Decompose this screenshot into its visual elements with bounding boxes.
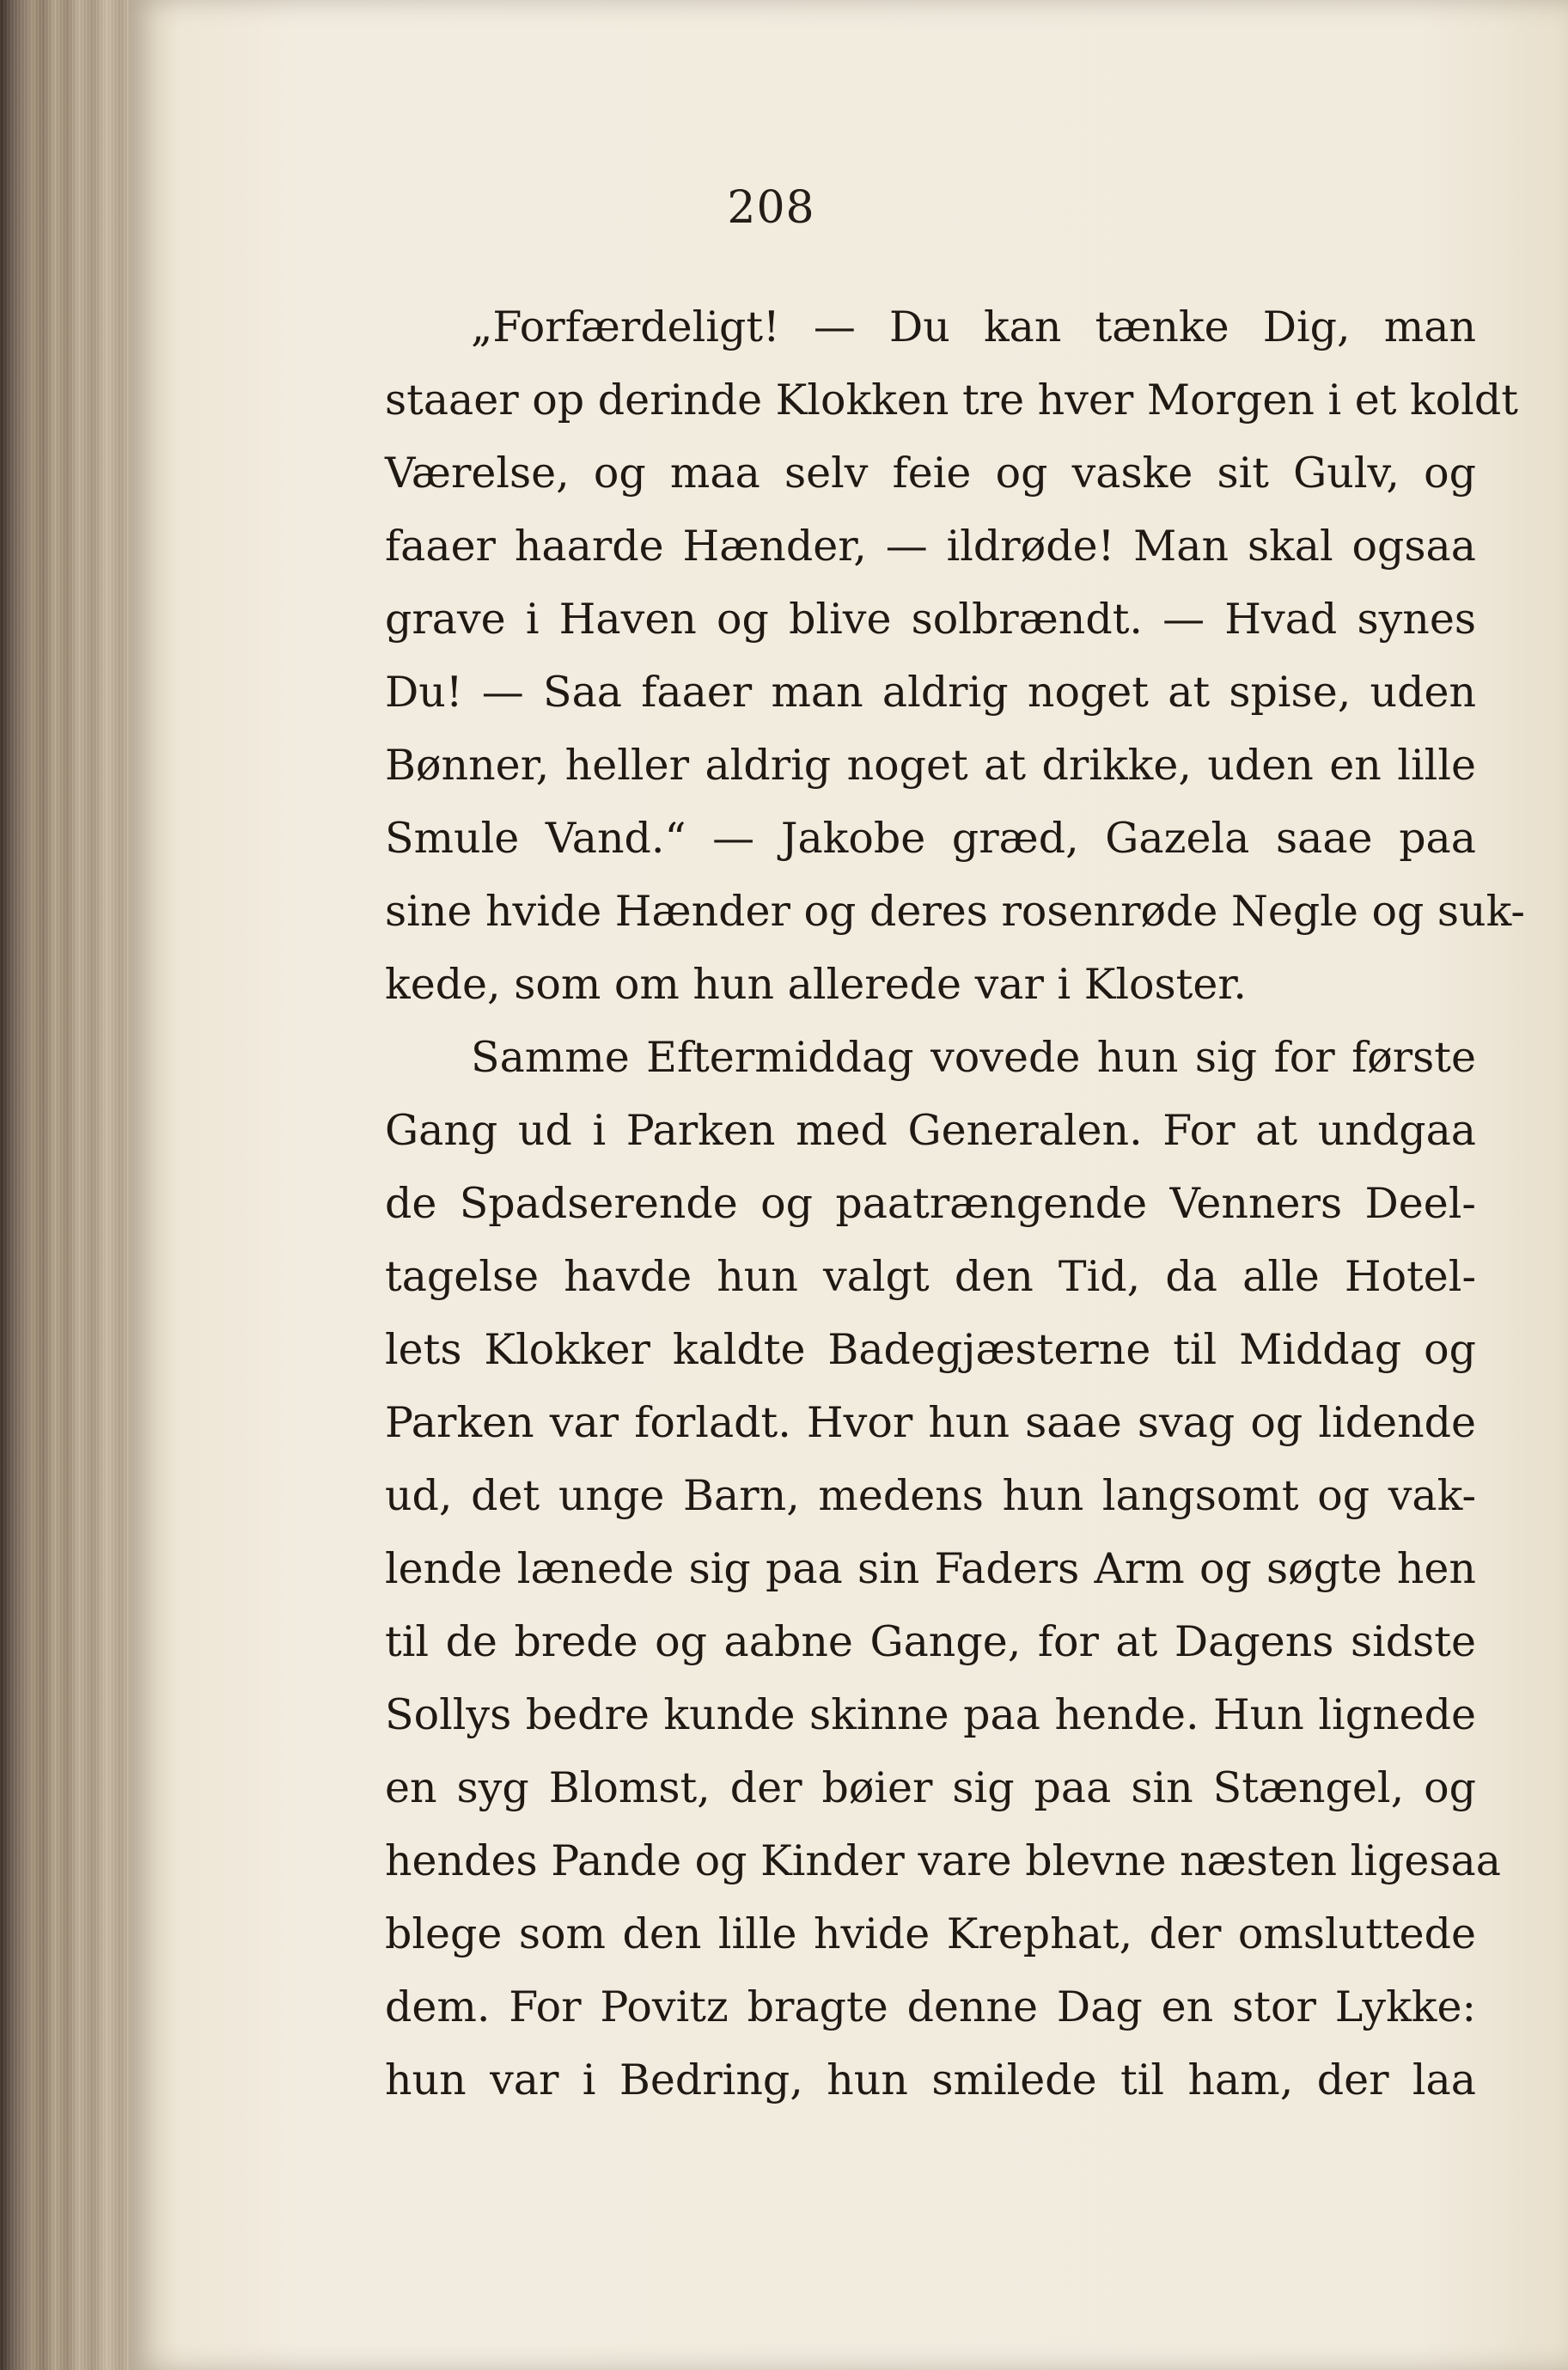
text-line: Værelse, og maa selv feie og vaske sit Gulv, og <box>385 449 1476 498</box>
text-line: dem. For Povitz bragte denne Dag en stor Lykke: <box>385 1982 1476 2031</box>
text-line: tagelse havde hun valgt den Tid, da alle Hotel- <box>385 1252 1476 1301</box>
text-line: en syg Blomst, der bøier sig paa sin Stængel, og <box>385 1763 1476 1812</box>
text-line: Samme Eftermiddag vovede hun sig for første <box>471 1033 1476 1082</box>
page-number: 208 <box>727 182 815 234</box>
text-line: Smule Vand.“ — Jakobe græd, Gazela saae paa <box>385 814 1476 863</box>
text-line: lende lænede sig paa sin Faders Arm og søgte hen <box>385 1544 1476 1593</box>
text-line: Sollys bedre kunde skinne paa hende. Hun lignede <box>385 1690 1476 1739</box>
text-line: sine hvide Hænder og deres rosenrøde Negle og suk- <box>385 887 1525 936</box>
text-line: kede, som om hun allerede var i Kloster. <box>385 960 1247 1009</box>
text-line: faaer haarde Hænder, — ildrøde! Man skal ogsaa <box>385 522 1476 571</box>
text-line: de Spadserende og paatrængende Venners Deel- <box>385 1179 1476 1228</box>
text-line: Bønner, heller aldrig noget at drikke, uden en lille <box>385 741 1476 790</box>
text-line: til de brede og aabne Gange, for at Dagens sidste <box>385 1617 1476 1666</box>
text-line: „Forfærdeligt! — Du kan tænke Dig, man <box>471 302 1476 351</box>
text-line: staaer op derinde Klokken tre hver Morgen i et koldt <box>385 376 1518 425</box>
text-line: blege som den lille hvide Krephat, der omsluttede <box>385 1909 1476 1958</box>
text-line: grave i Haven og blive solbrændt. — Hvad synes <box>385 595 1476 644</box>
text-line: Parken var forladt. Hvor hun saae svag og lidende <box>385 1398 1476 1447</box>
text-line: ud, det unge Barn, medens hun langsomt og vak- <box>385 1471 1476 1520</box>
text-line: lets Klokker kaldte Badegjæsterne til Middag og <box>385 1325 1476 1374</box>
text-line: Du! — Saa faaer man aldrig noget at spise, uden <box>385 668 1476 717</box>
text-line: Gang ud i Parken med Generalen. For at undgaa <box>385 1106 1476 1155</box>
body-text <box>385 290 1525 2117</box>
text-line: hun var i Bedring, hun smilede til ham, der laa <box>385 2055 1476 2104</box>
text-line: hendes Pande og Kinder vare blevne næsten ligesaa <box>385 1836 1501 1885</box>
book-page-edges <box>0 0 137 2370</box>
